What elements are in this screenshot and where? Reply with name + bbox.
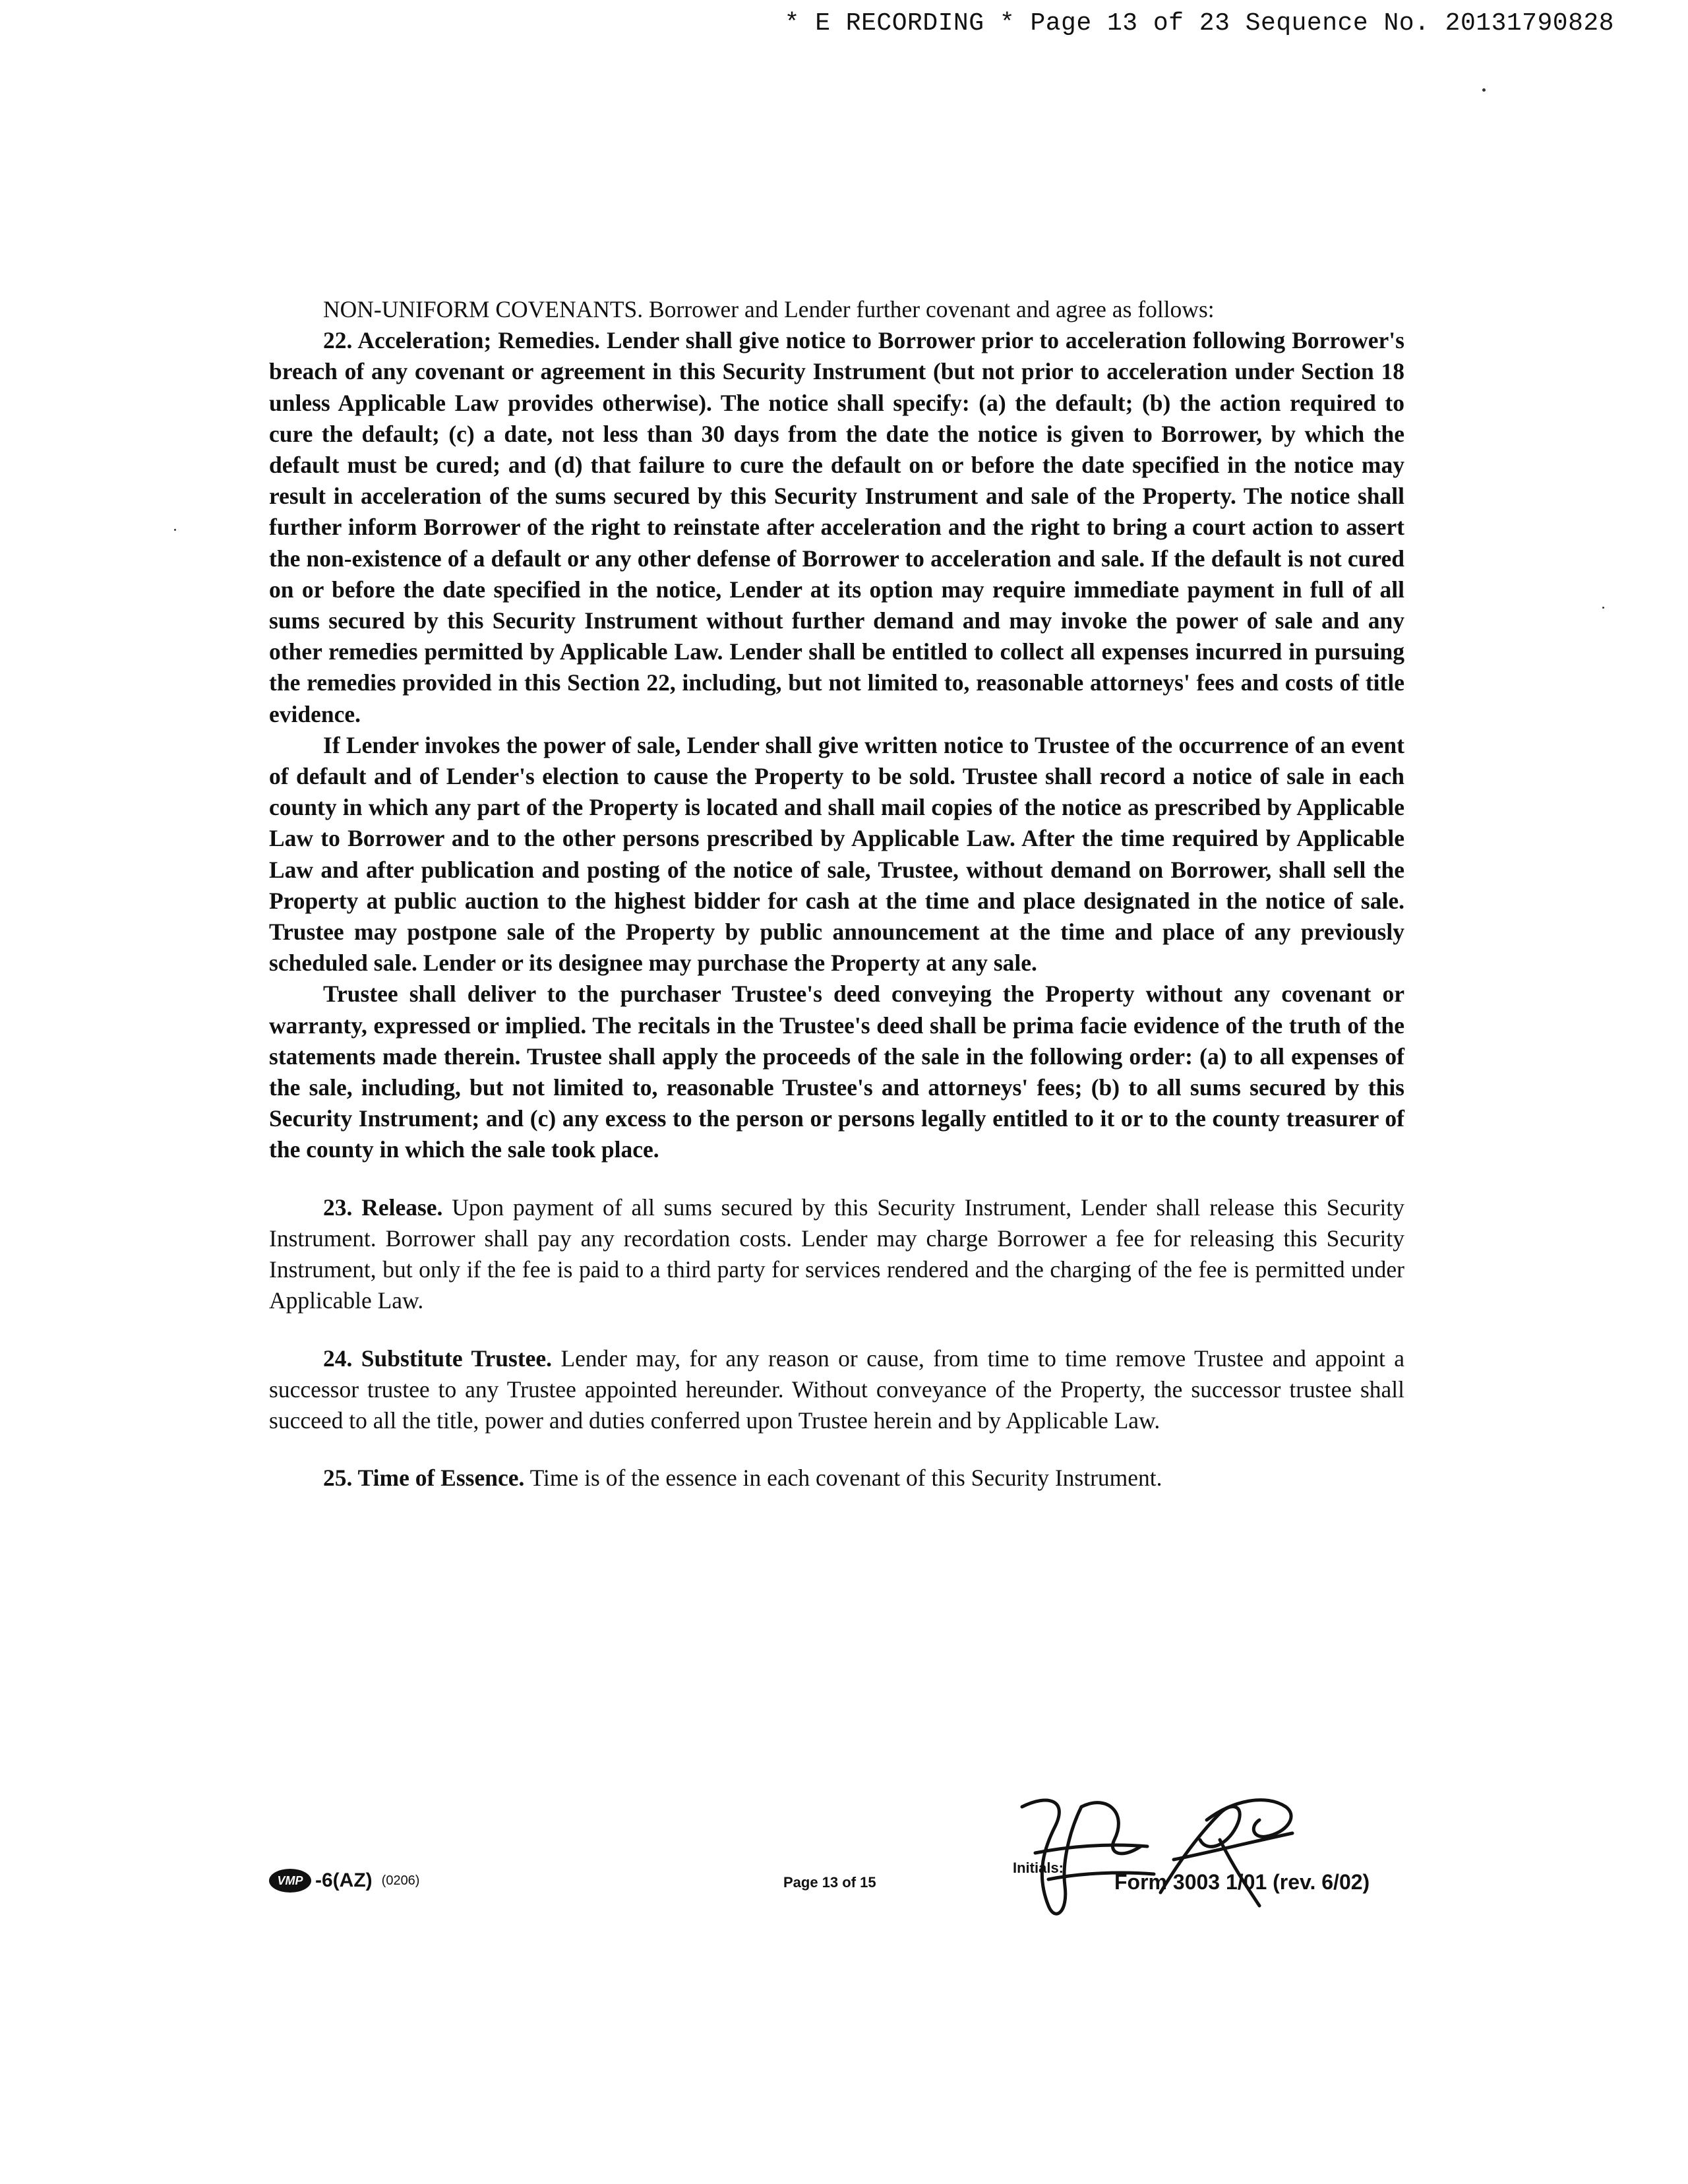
section-23-paragraph <box>269 1192 1404 1317</box>
form-date: (0206) <box>381 1873 420 1888</box>
section-25-text: Time is of the essence in each covenant of this Security Instrument. <box>529 1465 1162 1492</box>
section-22-paragraph-2: If Lender invokes the power of sale, Lender shall give written notice to Trustee of the occurrence of an event of default and of Lender's election to cause the Property to be sold. Trustee shall record a notice of sale in each county in which any part of the Property is located and shall mail copies of the notice as prescribed by Applicable Law to Borrower and to the other persons prescribed by Applicable Law. After the time required by Applicable Law and after publication and posting of the notice of sale, Trustee, without demand on Borrower, shall sell the Property at public auction to the highest bidder for cash at the time and place designated in the notice of sale. Trustee may postpone sale of the Property by public announcement at the time and place of any previously scheduled sale. Lender or its designee may purchase the Property at any sale. <box>269 731 1404 977</box>
section-24-text: Lender may, for any reason or cause, from time to time remove Trustee and appoint a successor trustee to any Trustee appointed hereunder. Without conveyance of the Property, the successor trustee shall succeed to all the title, power and duties conferred upon Trustee herein and by Applicable Law. <box>269 1345 1405 1434</box>
page-footer <box>0 1860 1688 1939</box>
section-22-text-1: Lender shall give notice to Borrower prior to acceleration following Borrower's breach of any covenant or agreement in this Security Instrument (but not prior to acceleration under Section 18 unless Applicable Law provides otherwise). The notice shall specify: (a) the default; (b) the action required to cure the default; (c) a date, not less than 30 days from the date the notice is given to Borrower, by which the default must be cured; and (d) that failure to cure the default on or before the date specified in the notice may result in acceleration of the sums secured by this Security Instrument and sale of the Property. The notice shall further inform Borrower of the right to reinstate after acceleration and the right to bring a court action to assert the non-existence of a default or any other defense of Borrower to acceleration and sale. If the default is not cured on or before the date specified in the notice, Lender at its option may require immediate payment in full of all sums secured by this Security Instrument without further demand and may invoke the power of sale and any other remedies permitted by Applicable Law. Lender shall be entitled to collect all expenses incurred in pursuing the remedies provided in this Section 22, including, but not limited to, reasonable attorneys' fees and costs of title evidence. <box>269 327 1404 727</box>
section-23-text: Upon payment of all sums secured by this Security Instrument, Lender shall release this Security Instrument. Borrower shall pay any recordation costs. Lender may charge Borrower a fee for releasing this Security Instrument, but only if the fee is paid to a third party for services rendered and the charging of the fee is permitted under Applicable Law. <box>269 1194 1405 1314</box>
signature-stroke <box>1160 1807 1240 1893</box>
section-24-heading: 24. Substitute Trustee. <box>323 1345 553 1372</box>
form-code: -6(AZ) <box>315 1869 373 1891</box>
section-25-heading: 25. Time of Essence. <box>323 1465 525 1492</box>
page-number: Page 13 of 15 <box>783 1874 876 1891</box>
document-body <box>269 294 1404 1494</box>
section-22-paragraph-3: Trustee shall deliver to the purchaser Trustee's deed conveying the Property without any covenant or warranty, expressed or implied. The recitals in the Trustee's deed shall be prima facie evidence of the truth of the statements made therein. Trustee shall apply the proceeds of the sale in the following order: (a) to all expenses of the sale, including, but not limited to, reasonable Trustee's and attorneys' fees; (b) to all sums secured by this Security Instrument; and (c) any excess to the person or persons legally entitled to it or to the county treasurer of the county in which the sale took place. <box>269 981 1404 1163</box>
section-22-paragraph-1 <box>269 325 1404 730</box>
signature-stroke <box>1022 1800 1081 1914</box>
signature-stroke <box>1207 1800 1291 1837</box>
signature-stroke <box>1220 1840 1259 1906</box>
initials-label: Initials: <box>1013 1860 1064 1876</box>
section-25-paragraph <box>269 1463 1404 1494</box>
scan-speck <box>1602 607 1604 609</box>
scan-speck <box>1482 88 1486 92</box>
initials-signature <box>1009 1780 1325 1932</box>
section-24-paragraph <box>269 1343 1404 1437</box>
form-identifier <box>269 1869 419 1893</box>
intro-paragraph: NON-UNIFORM COVENANTS. Borrower and Lender further covenant and agree as follows: <box>323 296 1215 322</box>
section-23-heading: 23. Release. <box>323 1194 443 1221</box>
recording-header: * E RECORDING * Page 13 of 23 Sequence No. 20131790828 <box>784 9 1614 38</box>
scan-speck <box>174 529 176 531</box>
form-number: Form 3003 1/01 (rev. 6/02) <box>1114 1870 1370 1894</box>
section-22-heading: 22. Acceleration; Remedies. <box>323 327 601 354</box>
vmp-logo: VMP <box>269 1869 311 1893</box>
